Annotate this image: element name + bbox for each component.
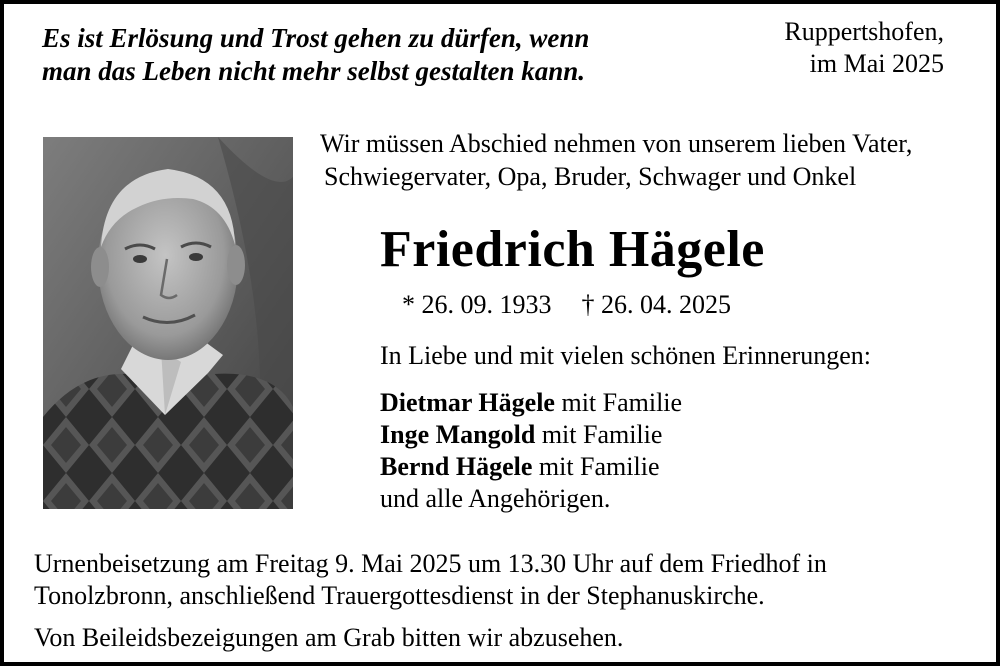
birth-date: * 26. 09. 1933 bbox=[402, 290, 552, 319]
intro-line: Wir müssen Abschied nehmen von unserem lieben Vater, bbox=[320, 129, 913, 158]
consolation-quote bbox=[42, 22, 589, 88]
mourner-entry bbox=[380, 419, 682, 451]
portrait-photo bbox=[43, 137, 293, 509]
mourner-suffix: mit Familie bbox=[535, 420, 663, 449]
quote-line: man das Leben nicht mehr selbst gestalten kann. bbox=[42, 56, 586, 86]
mourner-suffix: mit Familie bbox=[554, 388, 683, 417]
mourner-name: Inge Mangold bbox=[380, 420, 536, 449]
mourner-name: Bernd Hägele bbox=[380, 452, 533, 481]
mourner-entry bbox=[380, 387, 682, 419]
mourner-name: Dietmar Hägele bbox=[380, 388, 555, 417]
death-date: † 26. 04. 2025 bbox=[581, 290, 731, 319]
mourner-suffix: mit Familie bbox=[532, 452, 660, 481]
place-and-date bbox=[784, 16, 944, 80]
memories-line: In Liebe und mit vielen schönen Erinnerungen: bbox=[380, 341, 871, 370]
mourners-list bbox=[380, 387, 682, 515]
notice-date: im Mai 2025 bbox=[809, 49, 944, 78]
intro-line: Schwiegervater, Opa, Bruder, Schwager und Onkel bbox=[324, 162, 857, 191]
mourners-closing: und alle Angehörigen. bbox=[380, 484, 611, 513]
condolence-note: Von Beileidsbezeigungen am Grab bitten wir abzusehen. bbox=[34, 623, 624, 652]
place: Ruppertshofen, bbox=[784, 17, 944, 46]
life-dates bbox=[402, 290, 731, 320]
deceased-name: Friedrich Hägele bbox=[380, 221, 765, 278]
quote-line: Es ist Erlösung und Trost gehen zu dürfen, wenn bbox=[42, 23, 590, 53]
funeral-line: Tonolzbronn, anschließend Trauergottesdienst in der Stephanuskirche. bbox=[34, 581, 765, 610]
funeral-line: Urnenbeisetzung am Freitag 9. Mai 2025 um 13.30 Uhr auf dem Friedhof in bbox=[34, 549, 827, 578]
mourner-entry bbox=[380, 451, 682, 483]
funeral-details bbox=[34, 548, 827, 654]
intro-text bbox=[320, 127, 912, 193]
